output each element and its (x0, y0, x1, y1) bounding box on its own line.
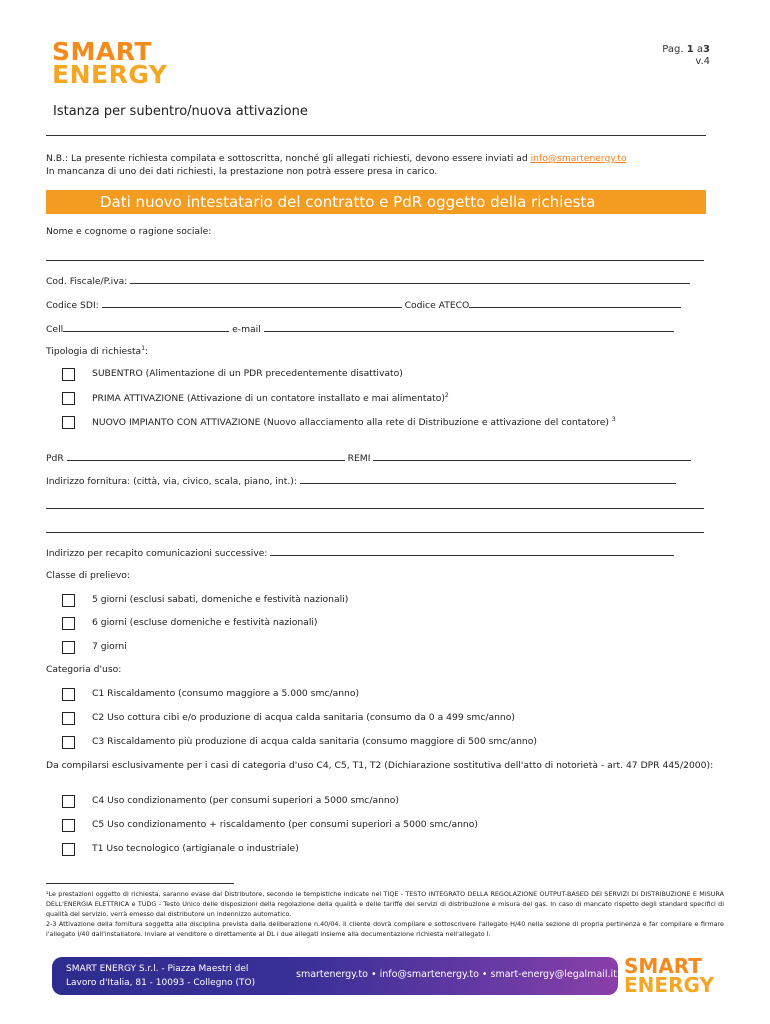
indirizzo-field[interactable] (300, 474, 676, 484)
option-nuovo-impianto-label: NUOVO IMPIANTO CON ATTIVAZIONE (Nuovo allacciamento alla rete di Distribuzione e attivazione del contatore) (92, 417, 609, 429)
contact-row (46, 322, 674, 335)
footer-bar (52, 957, 618, 995)
indirizzo-field-line-2[interactable] (46, 508, 704, 509)
checkbox-6-giorni[interactable] (62, 617, 75, 630)
classe-label: Classe di prelievo: (46, 570, 131, 581)
checkbox-prima-attivazione[interactable] (62, 392, 75, 405)
option-c4: C4 Uso condizionamento (per consumi superiori a 5000 smc/anno) (92, 795, 399, 806)
footnote-2: 2-3 Attivazione della fornitura soggetta alla disciplina prevista dalla deliberazione n.40/04. Il cliente dovrà compilare e sottoscrivere l'allegato H/40 nella sezione di propria pertinenza e far compilare e firmare l'allegato I/40 dall'installatore. Inviare al venditore o direttamente al DL i due allegati insieme alla documentazione richiesta nell'allegato I. (46, 920, 724, 938)
recapito-row (46, 546, 674, 559)
tipologia-sup: 1 (141, 345, 146, 352)
section-title: Dati nuovo intestatario del contratto e PdR oggetto della richiesta (46, 190, 706, 214)
checkbox-t1[interactable] (62, 843, 75, 856)
checkbox-c3[interactable] (62, 736, 75, 749)
note-text-2: In mancanza di uno dei dati richiesti, la prestazione non potrà essere presa in carico. (46, 166, 438, 177)
option-c5: C5 Uso condizionamento + riscaldamento (per consumi superiori a 5000 smc/anno) (92, 819, 478, 830)
option-5-giorni: 5 giorni (esclusi sabati, domeniche e festività nazionali) (92, 594, 349, 605)
page-number: 1 (686, 44, 694, 55)
checkbox-5-giorni[interactable] (62, 594, 75, 607)
title-divider (46, 135, 706, 136)
footnotes (46, 889, 724, 939)
cf-field[interactable] (130, 274, 690, 284)
email-field[interactable] (264, 322, 674, 332)
page-total: 3 (703, 44, 710, 55)
email-label: e-mail (232, 324, 261, 335)
option-c2: C2 Uso cottura cibi e/o produzione di acqua calda sanitaria (consumo da 0 a 499 smc/anno) (92, 712, 515, 723)
footnote-divider (46, 883, 234, 884)
footnote-1: ¹Le prestazioni oggetto di richiesta, saranno evase dal Distributore, secondo le tempistiche indicate nel TIQE - TESTO INTEGRATO DELLA REGOLAZIONE OUTPUT-BASED DEI SERVIZI DI DISTRIBUZIONE E MISURA DELL'ENERGIA ELETTRICA e TUDG - Testo Unico delle disposizioni della regolazione della qualità e delle tariffe dei servizi di distribuzione e misura del gas. In caso di mancato rispetto degli standard specifici di qualità del servizio, verrà emesso dal distributore un indennizzo automatico. (46, 890, 724, 918)
footer-address-line-2: Lavoro d'Italia, 81 - 10093 - Collegno (TO) (66, 978, 256, 988)
option-nuovo-impianto-sup: 3 (611, 416, 616, 423)
checkbox-7-giorni[interactable] (62, 641, 75, 654)
checkbox-c2[interactable] (62, 712, 75, 725)
footer-contacts: smartenergy.to • info@smartenergy.to • smart-energy@legalmail.it (296, 969, 617, 980)
checkbox-c1[interactable] (62, 688, 75, 701)
option-c1: C1 Riscaldamento (consumo maggiore a 5.000 smc/anno) (92, 688, 360, 699)
checkbox-c5[interactable] (62, 819, 75, 832)
nome-label: Nome e cognome o ragione sociale: (46, 226, 212, 237)
indirizzo-field-line-3[interactable] (46, 532, 704, 533)
option-7-giorni: 7 giorni (92, 641, 127, 652)
remi-label: REMI (347, 453, 371, 464)
option-prima-attivazione-label: PRIMA ATTIVAZIONE (Attivazione di un contatore installato e mai alimentato) (92, 393, 445, 405)
sdi-label: Codice SDI: (46, 300, 99, 311)
checkbox-nuovo-impianto[interactable] (62, 416, 75, 429)
nome-field[interactable] (46, 260, 704, 261)
remi-field[interactable] (373, 451, 691, 461)
logo-line-1: SMART (52, 37, 152, 66)
cf-label: Cod. Fiscale/P.iva: (46, 276, 128, 287)
tipologia-label: Tipologia di richiesta$^1$: (46, 345, 149, 358)
page-info (662, 44, 710, 68)
note-text-1: N.B.: La presente richiesta compilata e sottoscritta, nonché gli allegati richiesti, devono essere inviati ad (46, 153, 531, 164)
sdi-row (46, 298, 681, 311)
ateco-field[interactable] (469, 298, 681, 308)
pdr-label: PdR (46, 453, 64, 464)
ateco-label: Codice ATECO (404, 300, 470, 311)
indirizzo-label: Indirizzo fornitura: (città, via, civico, scala, piano, int.): (46, 476, 297, 487)
indirizzo-row (46, 474, 676, 487)
categoria-label: Categoria d'uso: (46, 664, 122, 675)
page-prefix: Pag. (662, 44, 684, 55)
cell-field[interactable] (63, 322, 229, 332)
version: v.4 (695, 56, 710, 67)
option-prima-attivazione (92, 392, 449, 404)
option-prima-attivazione-sup: 2 (444, 392, 449, 399)
footer-address-line-1: SMART ENERGY S.r.l. - Piazza Maestri del (66, 964, 249, 974)
recapito-label: Indirizzo per recapito comunicazioni successive: (46, 548, 268, 559)
option-c3: C3 Riscaldamento più produzione di acqua calda sanitaria (consumo maggiore di 500 smc/anno) (92, 736, 537, 747)
page-sep: a (696, 44, 704, 55)
option-6-giorni: 6 giorni (escluse domeniche e festività nazionali) (92, 617, 318, 628)
page-footer (52, 954, 724, 999)
cell-label: Cell (46, 324, 64, 335)
footer-logo-line-2: ENERGY (624, 973, 714, 997)
checkbox-subentro[interactable] (62, 368, 75, 381)
option-subentro: SUBENTRO (Alimentazione di un PDR precedentemente disattivato) (92, 368, 403, 379)
footer-logo (624, 954, 714, 997)
company-logo (52, 37, 170, 89)
document-title: Istanza per subentro/nuova attivazione (53, 104, 308, 119)
instructions-note (46, 152, 716, 178)
logo-line-2: ENERGY (52, 60, 168, 89)
cf-row (46, 274, 690, 287)
note-email-link[interactable]: info@smartenergy.to (530, 153, 627, 164)
option-t1: T1 Uso tecnologico (artigianale o industriale) (92, 843, 299, 854)
pdr-row (46, 451, 691, 464)
pdr-field[interactable] (67, 451, 345, 461)
checkbox-c4[interactable] (62, 795, 75, 808)
sdi-field[interactable] (102, 298, 402, 308)
tipologia-text: Tipologia di richiesta (46, 346, 142, 358)
footer-logo-line-1: SMART (624, 954, 702, 978)
option-nuovo-impianto (92, 416, 616, 428)
recapito-field[interactable] (270, 546, 674, 556)
compilarsi-label: Da compilarsi esclusivamente per i casi di categoria d'uso C4, C5, T1, T2 (Dichiarazione sostitutiva dell'atto di notorietà - art. 47 DPR 445/2000): (46, 760, 714, 771)
footer-address (66, 962, 266, 990)
